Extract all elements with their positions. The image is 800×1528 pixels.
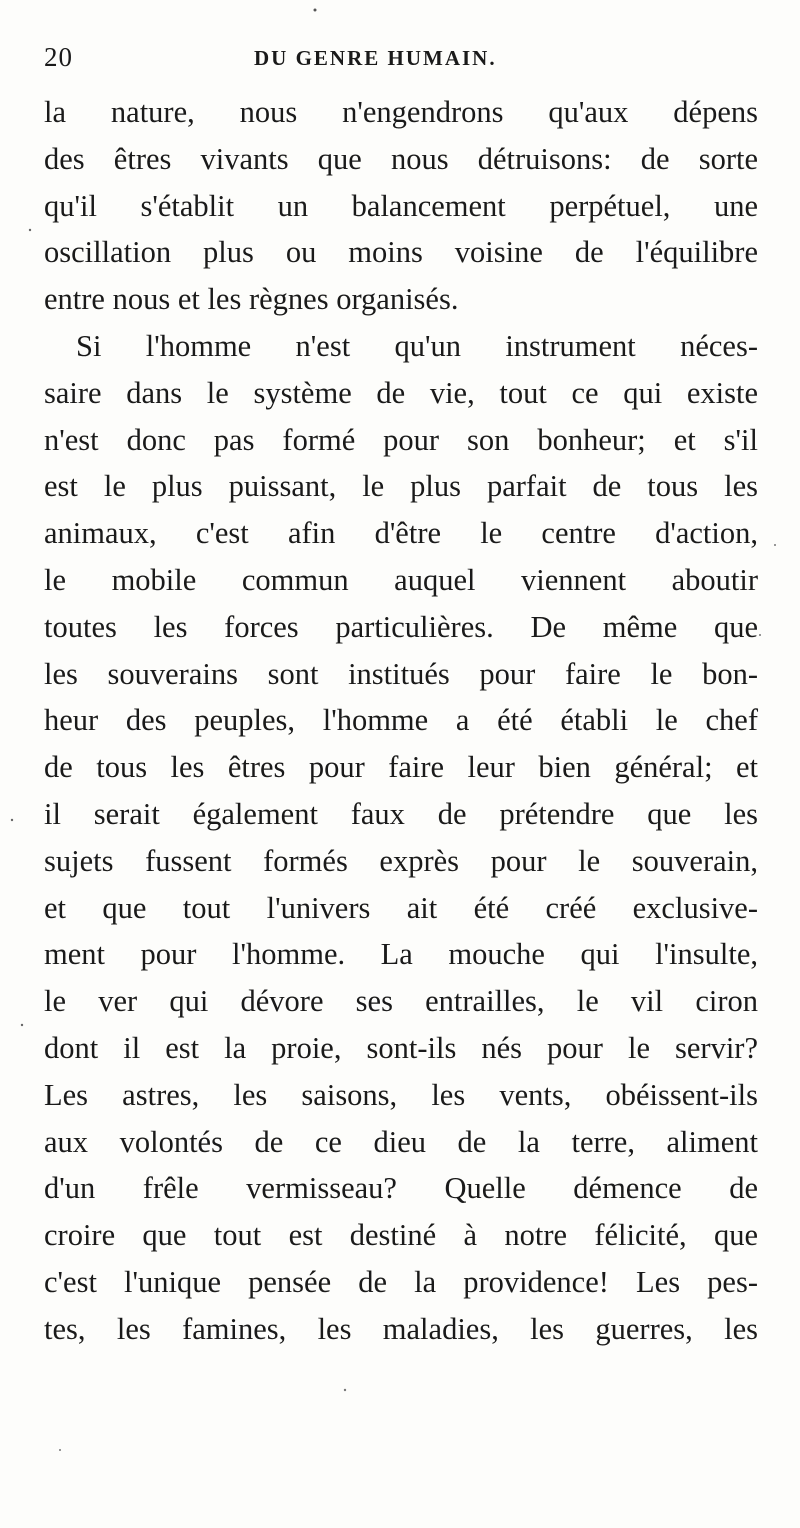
page-number: 20 <box>44 42 73 72</box>
speck <box>59 1449 61 1451</box>
text-line: les souverains sont institués pour faire le bon- <box>44 656 758 691</box>
text-line: toutes les forces particulières. De même que <box>44 609 758 644</box>
text-line: il serait également faux de prétendre que les <box>44 796 758 831</box>
text-line: dont il est la proie, sont-ils nés pour le servir? <box>44 1030 758 1065</box>
text-line: qu'il s'établit un balancement perpétuel, une <box>44 188 758 223</box>
speck <box>11 819 13 821</box>
speck <box>29 229 31 231</box>
text-line: animaux, c'est afin d'être le centre d'action, <box>44 516 758 551</box>
body-text <box>44 89 758 1353</box>
text-line: tes, les famines, les maladies, les guerres, les <box>44 1311 758 1346</box>
text-line: croire que tout est destiné à notre félicité, que <box>44 1218 758 1253</box>
speck <box>314 9 317 12</box>
text-line: saire dans le système de vie, tout ce qui existe <box>44 375 758 410</box>
text-line: entre nous et les règnes organisés. <box>44 282 459 317</box>
text-line: des êtres vivants que nous détruisons: de sorte <box>44 141 758 176</box>
text-line: et que tout l'univers ait été créé exclusive- <box>44 890 758 925</box>
running-head: DU GENRE HUMAIN. <box>254 46 497 70</box>
text-line: n'est donc pas formé pour son bonheur; et s'il <box>44 422 758 457</box>
speck <box>21 1024 23 1026</box>
text-line: sujets fussent formés exprès pour le souverain, <box>44 843 758 878</box>
text-line: est le plus puissant, le plus parfait de tous les <box>44 469 758 504</box>
text-line: le mobile commun auquel viennent aboutir <box>44 562 758 597</box>
text-line: le ver qui dévore ses entrailles, le vil ciron <box>44 984 758 1019</box>
text-line: Les astres, les saisons, les vents, obéissent-ils <box>44 1077 758 1112</box>
speck <box>774 544 776 546</box>
text-line: d'un frêle vermisseau? Quelle démence de <box>44 1171 758 1206</box>
page-header <box>44 40 764 80</box>
text-line: oscillation plus ou moins voisine de l'équilibre <box>44 235 758 270</box>
text-line: la nature, nous n'engendrons qu'aux dépens <box>44 95 758 129</box>
text-line: aux volontés de ce dieu de la terre, aliment <box>44 1124 758 1159</box>
text-line: ment pour l'homme. La mouche qui l'insulte, <box>44 937 758 972</box>
text-line: c'est l'unique pensée de la providence! Les pes- <box>44 1264 758 1299</box>
speck <box>344 1389 346 1391</box>
text-line: heur des peuples, l'homme a été établi le chef <box>44 703 758 738</box>
speck <box>759 634 761 636</box>
text-line: de tous les êtres pour faire leur bien général; et <box>44 750 758 785</box>
text-line: Si l'homme n'est qu'un instrument néces- <box>76 328 758 363</box>
